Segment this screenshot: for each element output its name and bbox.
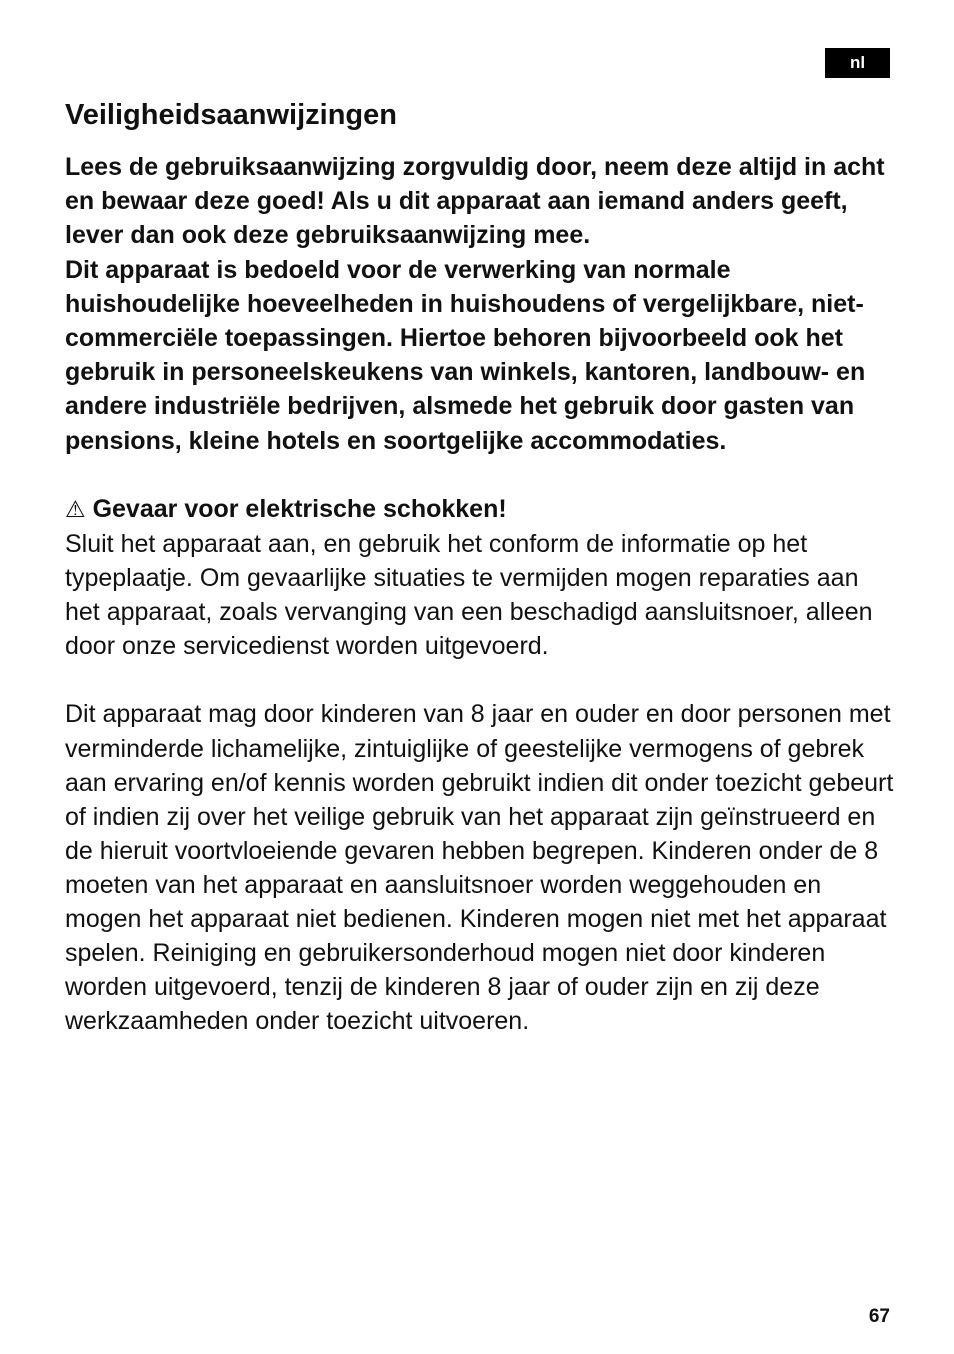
page-number: 67: [868, 1306, 890, 1327]
intro-paragraph-1: Lees de gebruiksaanwijzing zorgvuldig door, neem deze altijd in acht en bewaar deze goed! Als u dit apparaat aan iemand anders geeft, lever dan ook deze gebruiksaanwijzing mee.: [65, 153, 885, 250]
page-content: [65, 96, 895, 1038]
intro-paragraph-2: Dit apparaat is bedoeld voor de verwerking van normale huishoudelijke hoeveelheden in huishoudens of vergelijkbare, niet-commerciële toepassingen. Hiertoe behoren bijvoorbeeld ook het gebruik in personeelskeukens van winkels, kantoren, landbouw- en andere industriële bedrijven, alsmede het gebruik door gasten van pensions, kleine hotels en soortgelijke accommodaties.: [65, 255, 866, 455]
electric-shock-warning-text: Sluit het apparaat aan, en gebruik het conform de informatie op het typeplaatje. Om gevaarlijke situaties te vermijden mogen reparaties aan het apparaat, zoals vervanging van een beschadigd aansluitsnoer, alleen door onze servicedienst worden uitgevoerd.: [65, 530, 873, 661]
children-notice-text: Dit apparaat mag door kinderen van 8 jaar en ouder en door personen met verminderde lichamelijke, zintuiglijke of geestelijke vermogens of gebrek aan ervaring en/of kennis worden gebruikt indien dit onder toezicht gebeurt of indien zij over het veilige gebruik van het apparaat zijn geïnstrueerd en de hieruit voortvloeiende gevaren hebben begrepen. Kinderen onder de 8 moeten van het apparaat en aansluitsnoer worden weggehouden en mogen het apparaat niet bedienen. Kinderen mogen niet met het apparaat spelen. Reiniging en gebruikersonderhoud mogen niet door kinderen worden uitgevoerd, tenzij de kinderen 8 jaar of ouder zijn en zij deze werkzaamheden onder toezicht uitvoeren.: [65, 700, 894, 1036]
warning-heading: [65, 492, 895, 527]
warning-heading-text: Gevaar voor elektrische schokken!: [92, 494, 507, 523]
warning-triangle-icon: ⚠: [65, 496, 86, 523]
language-tab: nl: [825, 48, 890, 78]
section-title: Veiligheidsaanwijzingen: [65, 99, 397, 131]
